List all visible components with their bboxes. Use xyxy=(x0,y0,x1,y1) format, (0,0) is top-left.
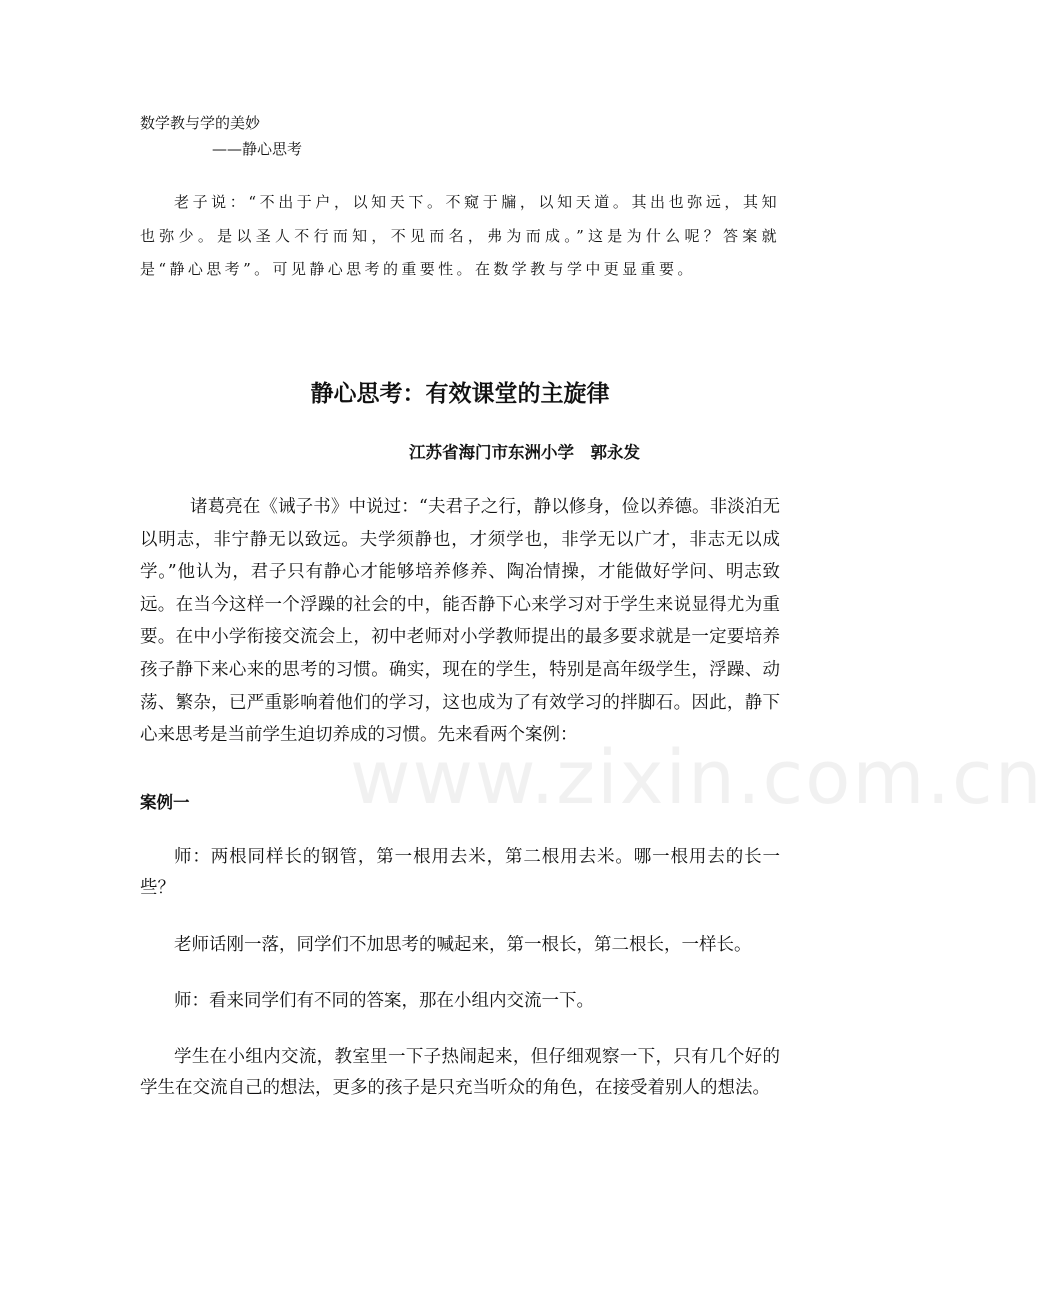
case-heading: 案例一 xyxy=(140,793,190,812)
intro-paragraph: 老子说：“不出于户，以知天下。不窥于牖，以知天道。其出也弥远，其知也弥少。是以圣人不行而知，不见而名，弗为而成。”这是为什么呢？答案就是“静心思考”。可见静心思考的重要性。在数学教与学中更显重要。 xyxy=(140,193,780,278)
watermark: www.zixin.com.cn xyxy=(350,735,1044,821)
article-body-paragraph: 诸葛亮在《诫子书》中说过：“夫君子之行，静以修身，俭以养德。非淡泊无以明志，非宁静无以致远。夫学须静也，才须学也，非学无以广才，非志无以成学。”他认为，君子只有静心才能够培养修养、陶冶情操，才能做好学问、明志致远。在当今这样一个浮躁的社会的中，能否静下心来学习对于学生来说显得尤为重要。在中小学衔接交流会上，初中老师对小学教师提出的最多要求就是一定要培养孩子静下来心来的思考的习惯。确实，现在的学生，特别是高年级学生，浮躁、动荡、繁杂，已严重影响着他们的学习，这也成为了有效学习的拌脚石。因此，静下心来思考是当前学生迫切养成的习惯。先来看两个案例： xyxy=(140,497,780,746)
case-paragraph-4: 学生在小组内交流，教室里一下子热闹起来，但仔细观察一下，只有几个好的学生在交流自己的想法，更多的孩子是只充当听众的角色，在接受着别人的想法。 xyxy=(140,1047,780,1098)
case-paragraph-2: 老师话刚一落，同学们不加思考的喊起来，第一根长，第二根长，一样长。 xyxy=(174,935,752,955)
case-paragraph-3: 师：看来同学们有不同的答案，那在小组内交流一下。 xyxy=(174,991,594,1011)
article-author: 江苏省海门市东洲小学 郭永发 xyxy=(409,443,640,462)
document-subtitle: ——静心思考 xyxy=(212,140,303,158)
case-paragraph-1: 师：两根同样长的钢管，第一根用去米，第二根用去米。哪一根用去的长一些？ xyxy=(140,847,780,898)
article-title: 静心思考：有效课堂的主旋律 xyxy=(310,381,610,407)
document-title: 数学教与学的美妙 xyxy=(140,114,261,132)
